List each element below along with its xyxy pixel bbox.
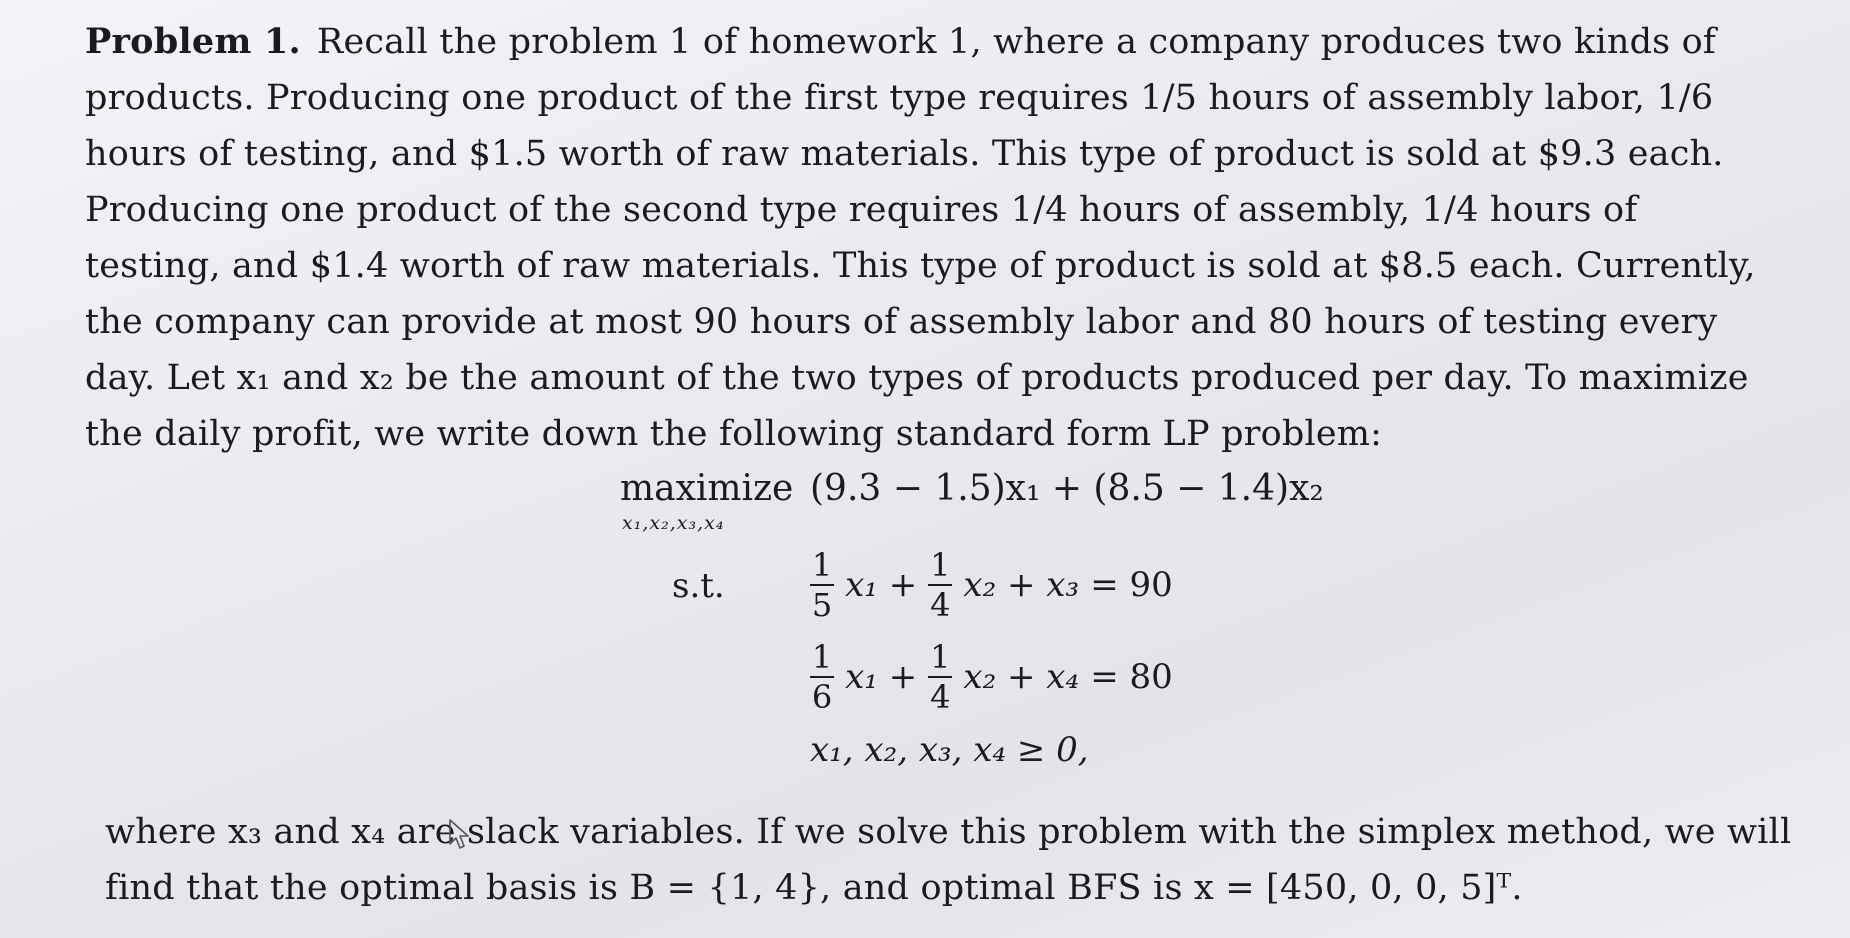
problem-text	[85, 14, 1775, 462]
lp-constraint-assembly	[810, 546, 1173, 636]
lp-formulation	[620, 468, 1420, 788]
lp-nonnegativity: x₁, x₂, x₃, x₄ ≥ 0,	[810, 730, 1089, 770]
fraction	[810, 546, 834, 624]
constraint-term: x₁ +	[845, 657, 918, 697]
fraction-numerator: 1	[811, 546, 833, 584]
constraint-term: x₂ + x₃	[963, 565, 1080, 605]
constraint-term: x₂ + x₄	[963, 657, 1080, 697]
fraction-denominator: 6	[811, 678, 833, 716]
text-cursor-icon	[447, 818, 473, 852]
constraint-term: x₁ +	[845, 565, 918, 605]
lp-objective: (9.3 − 1.5)x₁ + (8.5 − 1.4)x₂	[810, 468, 1324, 509]
fraction-numerator: 1	[930, 638, 951, 676]
fraction-numerator: 1	[930, 546, 951, 584]
fraction-denominator: 4	[930, 678, 951, 716]
problem-heading: Problem 1.	[85, 21, 301, 62]
fraction	[928, 638, 952, 716]
conclusion-paragraph: where x₃ and x₄ are slack variables. If we solve this problem with the simplex method, we will find that the optimal basis is B = {1, 4}, and optimal BFS is x = [450, 0, 0, 5]ᵀ.	[105, 812, 1792, 908]
fraction-denominator: 5	[811, 586, 833, 624]
constraint-rhs: = 80	[1090, 657, 1173, 697]
problem-body: Recall the problem 1 of homework 1, where a company produces two kinds of products. Producing one product of the first type requires 1/5 hours of assembly labor, 1/6 hours of testing, and $1.5 worth of raw materials. This type of product is sold at $9.3 each. Producing one product of the second type requires 1/4 hours of assembly, 1/4 hours of testing, and $1.4 worth of raw materials. This type of product is sold at $8.5 each. Currently, the company can provide at most 90 hours of assembly labor and 80 hours of testing every day. Let x₁ and x₂ be the amount of the two types of products produced per day. To maximize the daily profit, we write down the following standard form LP problem:	[85, 22, 1756, 454]
fraction-numerator: 1	[811, 638, 833, 676]
lp-operator: maximize	[620, 468, 794, 509]
lp-subject-to-label: s.t.	[672, 566, 725, 606]
problem-paragraph	[85, 14, 1775, 462]
fraction-denominator: 4	[930, 586, 951, 624]
fraction	[928, 546, 952, 624]
constraint-rhs: = 90	[1090, 565, 1173, 605]
fraction	[810, 638, 834, 716]
lp-operator-subscript: x₁,x₂,x₃,x₄	[622, 512, 725, 534]
conclusion-text	[105, 804, 1805, 916]
lp-constraint-testing	[810, 638, 1173, 728]
